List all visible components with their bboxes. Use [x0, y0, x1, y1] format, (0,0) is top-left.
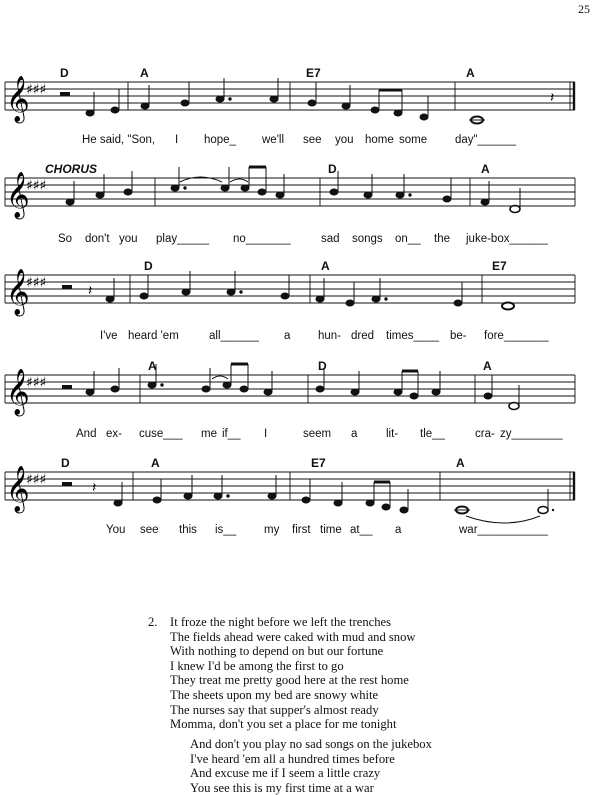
verse-line: The fields ahead were caked with mud and snow [170, 629, 416, 644]
chord-symbol: E7 [311, 456, 326, 470]
svg-text:𝄽: 𝄽 [92, 480, 97, 496]
lyric-syllable: you [119, 233, 138, 245]
lyric-syllable: hope_ [204, 134, 236, 146]
chorus-line: And don't you play no sad songs on the jukebox [190, 737, 432, 751]
chord-symbol: A [321, 259, 330, 273]
chord-symbol: A [148, 359, 157, 373]
chorus-line: You see this is my first time at a war [190, 780, 374, 795]
lyric-syllable: at__ [350, 524, 373, 536]
treble-clef-icon: 𝄞 [6, 76, 30, 122]
svg-text:𝄽: 𝄽 [88, 283, 93, 299]
lyric-syllable: lit- [386, 428, 399, 440]
chord-symbol: D [60, 66, 69, 80]
treble-clef-icon: 𝄞 [6, 466, 30, 512]
music-staff [0, 355, 600, 425]
treble-clef-icon: 𝄞 [6, 172, 30, 218]
lyric-syllable: tle__ [420, 428, 445, 440]
lyric-syllable: I've [100, 330, 118, 342]
lyric-syllable: a [395, 524, 402, 536]
lyric-syllable: you [335, 134, 354, 146]
lyric-syllable: day"______ [455, 134, 516, 146]
lyric-syllable: don't [85, 233, 110, 245]
chorus-line: I've heard 'em all a hundred times before [190, 751, 395, 766]
lyric-syllable: zy________ [500, 428, 563, 440]
svg-text:𝄽: 𝄽 [550, 90, 555, 106]
lyric-syllable: a [351, 428, 358, 440]
lyric-syllable: see [303, 134, 322, 146]
music-staff [0, 158, 600, 228]
lyric-syllable: I [175, 134, 179, 146]
chord-symbol: A [151, 456, 160, 470]
verse-line: The sheets upon my bed are snowy white [170, 687, 379, 702]
chord-symbol: A [481, 162, 490, 176]
verse-number: 2. [148, 615, 158, 629]
music-system-1 [0, 62, 600, 152]
verse-line: I knew I'd be among the first to go [170, 658, 344, 673]
lyric-syllable: time [320, 524, 342, 536]
lyric-syllable: sad [321, 233, 340, 245]
chord-symbol: D [318, 359, 327, 373]
chord-symbol: A [483, 359, 492, 373]
lyric-syllable: all______ [209, 330, 259, 342]
key-signature-icon: ♯♯♯ [26, 472, 47, 488]
lyric-syllable: me [201, 428, 217, 440]
verse-line: It froze the night before we left the trenches [170, 615, 391, 629]
music-system-2 [0, 158, 600, 248]
lyric-syllable: times____ [386, 330, 440, 342]
chord-symbol: A [140, 66, 149, 80]
music-system-5 [0, 452, 600, 547]
lyric-syllable: war___________ [459, 524, 548, 536]
lyric-syllable: home [365, 134, 394, 146]
lyric-syllable: my [264, 524, 280, 536]
section-label: CHORUS [45, 162, 98, 176]
page-number: 25 [578, 2, 590, 16]
chord-symbol: A [456, 456, 465, 470]
lyric-syllable: seem [303, 428, 332, 440]
chord-symbol: E7 [492, 259, 507, 273]
chord-symbol: E7 [306, 66, 321, 80]
lyric-syllable: heard 'em [128, 330, 179, 342]
music-staff [0, 452, 600, 522]
lyric-syllable: songs [352, 233, 383, 245]
key-signature-icon: ♯♯♯ [26, 178, 47, 194]
key-signature-icon: ♯♯♯ [26, 82, 47, 98]
lyric-syllable: if__ [222, 428, 241, 440]
chord-symbol: A [466, 66, 475, 80]
lyric-syllable: fore_______ [484, 330, 549, 342]
lyric-syllable: we'll [262, 134, 285, 146]
lyric-syllable: I [264, 428, 268, 440]
lyric-syllable: a [284, 330, 291, 342]
key-signature-icon: ♯♯♯ [26, 375, 47, 391]
verse-line: The nurses say that supper's almost ready [170, 702, 379, 717]
lyric-syllable: is__ [215, 524, 237, 536]
verse-line: Momma, don't you set a place for me tonight [170, 717, 397, 732]
music-system-3 [0, 255, 600, 345]
treble-clef-icon: 𝄞 [6, 369, 30, 415]
lyric-syllable: see [140, 524, 159, 536]
lyric-syllable: the [434, 233, 450, 245]
music-staff [0, 62, 600, 132]
lyric-syllable: be- [450, 330, 467, 342]
lyric-syllable: He said, "Son, [82, 134, 156, 146]
chord-symbol: D [61, 456, 70, 470]
lyric-syllable: cra- [475, 428, 495, 440]
lyric-syllable: first [292, 524, 311, 536]
lyric-syllable: some [399, 134, 428, 146]
music-system-4 [0, 355, 600, 445]
chorus-line: And excuse me if I seem a little crazy [190, 766, 381, 781]
chorus-lyrics [190, 737, 432, 795]
lyric-syllable: So [58, 233, 73, 245]
lyric-syllable: on__ [395, 233, 421, 245]
lyric-syllable: ex- [106, 428, 122, 440]
music-staff [0, 255, 600, 325]
lyric-syllable: hun- [318, 330, 342, 342]
verse-lines [170, 615, 416, 732]
lyric-syllable: no_______ [233, 233, 291, 245]
lyric-syllable: You [106, 524, 126, 536]
lyric-syllable: dred [351, 330, 375, 342]
treble-clef-icon: 𝄞 [6, 269, 30, 315]
verse-line: They treat me pretty good here at the rest home [170, 673, 409, 688]
lyric-syllable: juke-box______ [466, 233, 548, 245]
lyric-syllable: this [179, 524, 197, 536]
key-signature-icon: ♯♯♯ [26, 275, 47, 291]
lyric-syllable: cuse___ [139, 428, 183, 440]
chord-symbol: D [328, 162, 337, 176]
verse-line: With nothing to depend on but our fortune [170, 644, 384, 659]
lyric-syllable: play_____ [156, 233, 210, 245]
lyric-syllable: And [76, 428, 97, 440]
chord-symbol: D [144, 259, 153, 273]
